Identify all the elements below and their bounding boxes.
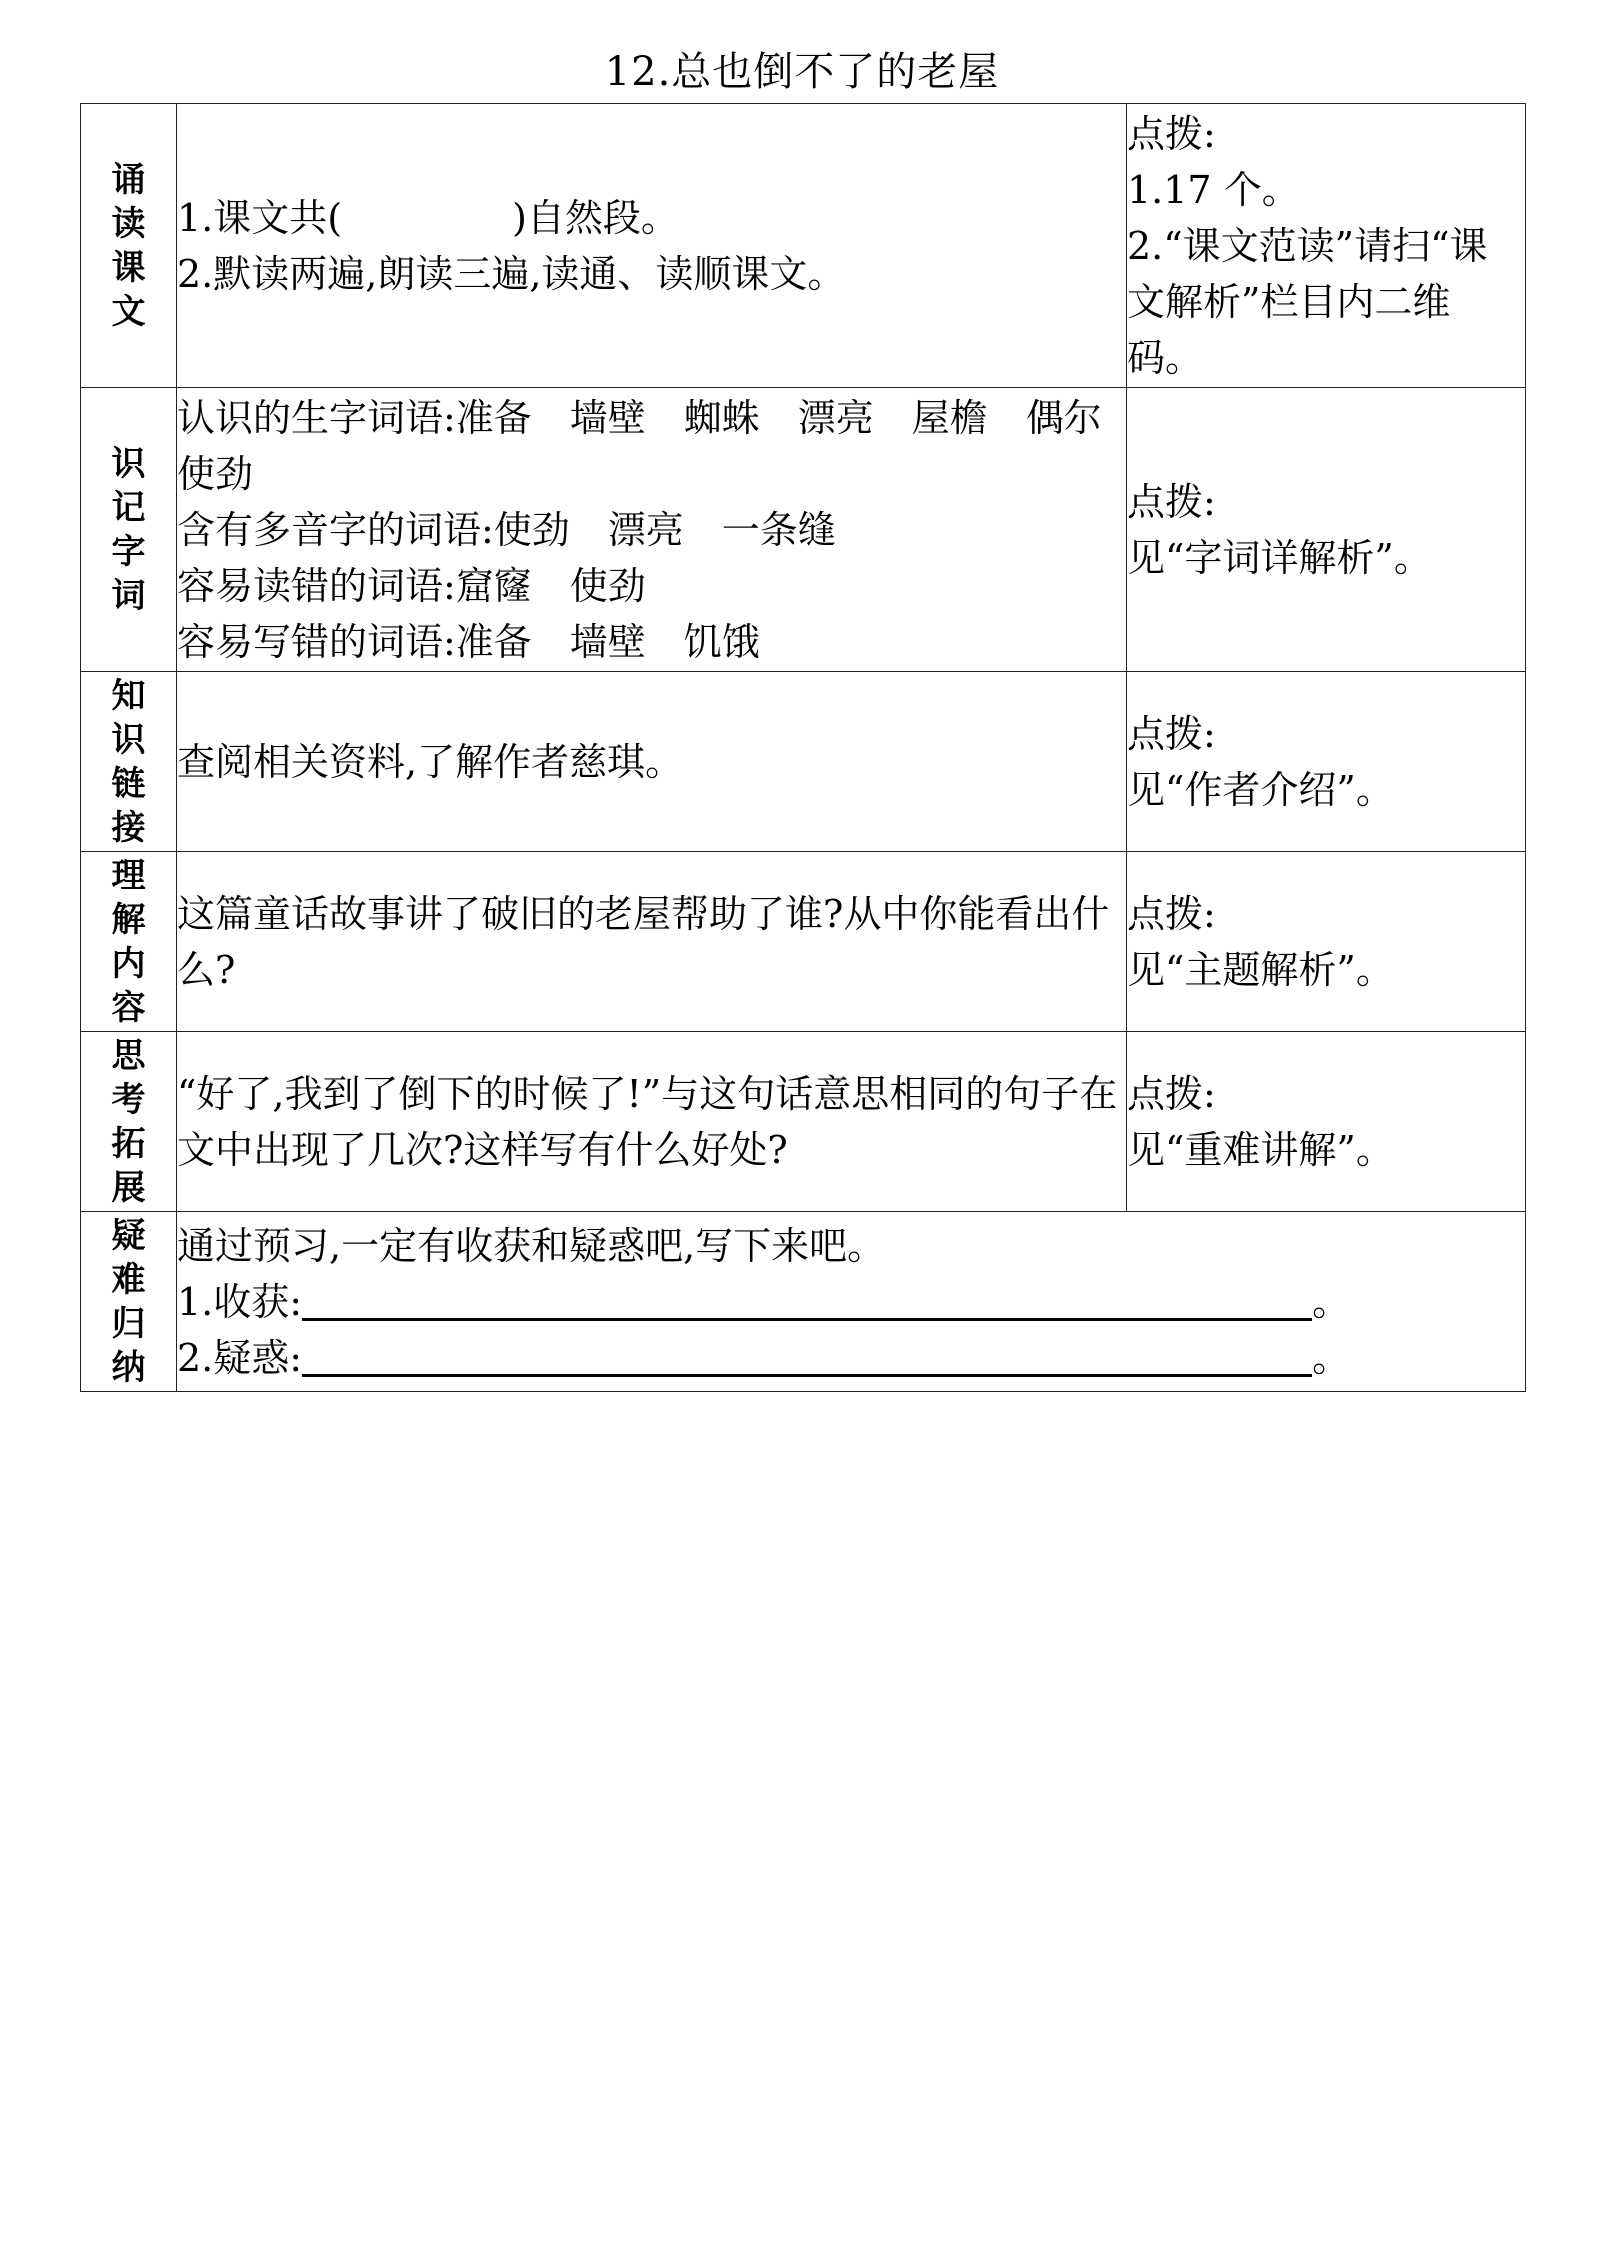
row-label-cell: [81, 852, 177, 1032]
tip-heading: 点拨:: [1127, 711, 1216, 756]
row-label: 理解内容: [111, 855, 146, 1028]
doubts-input-line[interactable]: [302, 1334, 1312, 1377]
page-title: 12.总也倒不了的老屋: [604, 49, 1000, 95]
row-label-cell: [81, 672, 177, 852]
content-line: [177, 190, 1126, 246]
row-label-cell: [81, 388, 177, 672]
content-line: 通过预习,一定有收获和疑惑吧,写下来吧。: [177, 1223, 886, 1268]
content-line: “好了,我到了倒下的时候了!”与这句话意思相同的句子在文中出现了几次?这样写有什么好处?: [177, 1071, 1118, 1172]
row-label-cell: [81, 1032, 177, 1212]
tip-cell: [1127, 388, 1526, 672]
table-row-questions: [81, 1212, 1526, 1392]
table-row-reading: [81, 104, 1526, 388]
doubts-label: 2.疑惑:: [177, 1335, 303, 1380]
row-label: 识记字词: [111, 443, 146, 616]
content-line: 2.默读两遍,朗读三遍,读通、读顺课文。: [177, 251, 846, 296]
tip-line: 见“主题解析”。: [1127, 947, 1394, 992]
row-content-cell: [177, 1212, 1526, 1392]
row-label-cell: [81, 1212, 177, 1392]
row-content-cell: [177, 104, 1127, 388]
row-label: 诵读课文: [111, 159, 146, 332]
tip-heading: 点拨:: [1127, 479, 1216, 524]
question-text: )自然段。: [512, 195, 679, 240]
content-line: 认识的生字词语:准备 墙壁 蜘蛛 漂亮 屋檐 偶尔 使劲: [177, 395, 1140, 496]
row-content-cell: [177, 1032, 1127, 1212]
content-line: 这篇童话故事讲了破旧的老屋帮助了谁?从中你能看出什么?: [177, 891, 1110, 992]
table-row-thinking: [81, 1032, 1526, 1212]
tip-cell: [1127, 672, 1526, 852]
row-label: 思考拓展: [111, 1035, 146, 1208]
tip-cell: [1127, 852, 1526, 1032]
table-row-vocabulary: [81, 388, 1526, 672]
table-row-understanding: [81, 852, 1526, 1032]
tip-line: 见“字词详解析”。: [1127, 535, 1432, 580]
content-line: [177, 1274, 1525, 1330]
gains-label: 1.收获:: [177, 1279, 303, 1324]
tip-line: 见“作者介绍”。: [1127, 767, 1394, 812]
tip-line: 1.17 个。: [1127, 167, 1300, 212]
tip-line: 见“重难讲解”。: [1127, 1127, 1394, 1172]
row-content-cell: [177, 672, 1127, 852]
row-label-cell: [81, 104, 177, 388]
row-label: 知识链接: [111, 675, 146, 848]
end-mark: 。: [1312, 1279, 1351, 1324]
tip-cell: [1127, 1032, 1526, 1212]
content-line: [177, 1330, 1525, 1386]
question-text: 1.课文共(: [177, 195, 343, 240]
tip-line: 2.“课文范读”请扫“课文解析”栏目内二维码。: [1127, 223, 1488, 380]
content-line: 含有多音字的词语:使劲 漂亮 一条缝: [177, 507, 836, 552]
row-content-cell: [177, 852, 1127, 1032]
tip-heading: 点拨:: [1127, 111, 1216, 156]
tip-cell: [1127, 104, 1526, 388]
content-line: 查阅相关资料,了解作者慈琪。: [177, 739, 684, 784]
content-line: 容易读错的词语:窟窿 使劲: [177, 563, 646, 608]
preview-table: [80, 103, 1526, 1392]
content-line: 容易写错的词语:准备 墙壁 饥饿: [177, 619, 760, 664]
end-mark: 。: [1312, 1335, 1351, 1380]
row-content-cell: [177, 388, 1140, 672]
table-row-knowledge-link: [81, 672, 1526, 852]
tip-heading: 点拨:: [1127, 1071, 1216, 1116]
gains-input-line[interactable]: [302, 1278, 1312, 1321]
tip-heading: 点拨:: [1127, 891, 1216, 936]
row-label: 疑难归纳: [111, 1215, 146, 1388]
